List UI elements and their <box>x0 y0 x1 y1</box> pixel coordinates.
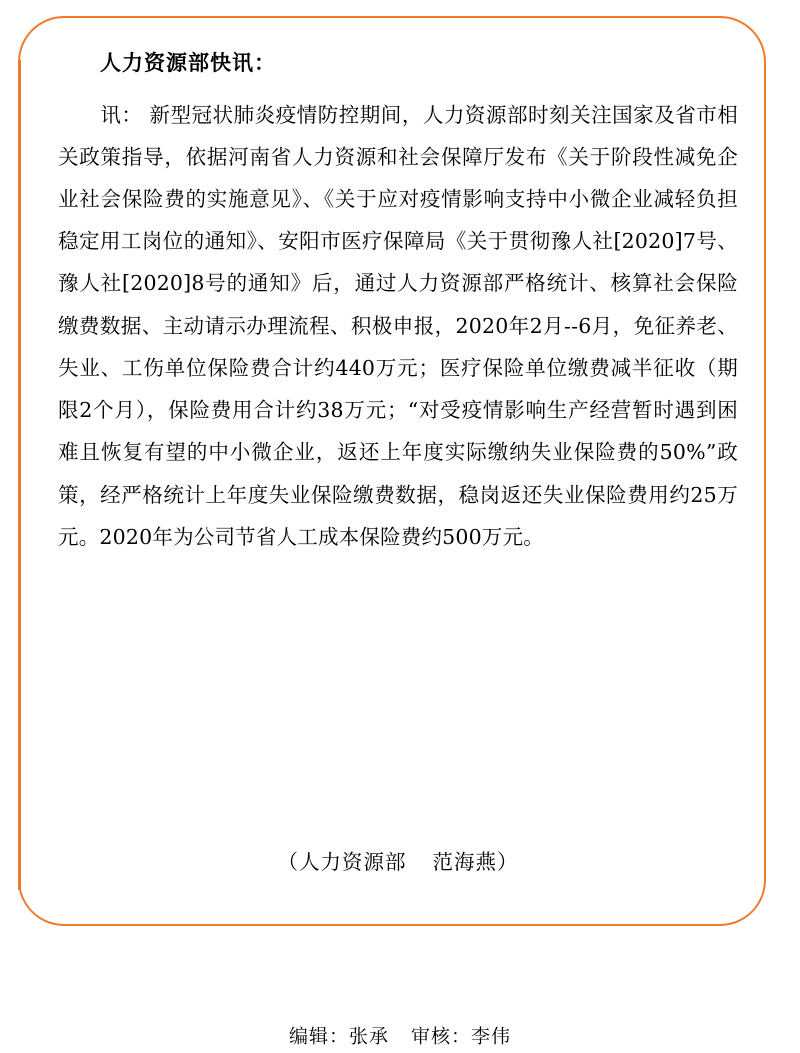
frame-left-edge <box>18 60 21 890</box>
signature-department: （人力资源部 <box>277 850 407 874</box>
page-title: 人力资源部快讯： <box>100 50 276 75</box>
footer-reviewer: 审核：李伟 <box>411 1025 512 1048</box>
page-footer <box>0 1022 800 1049</box>
signature-author: 范海燕） <box>432 850 519 874</box>
signature-line <box>58 845 738 875</box>
footer-editor: 编辑：张承 <box>288 1025 389 1048</box>
document-body <box>58 94 738 558</box>
document-content <box>58 46 738 558</box>
body-text-content: 讯： 新型冠状肺炎疫情防控期间，人力资源部时刻关注国家及省市相关政策指导，依据河南省人力资源和社会保障厅发布《关于阶段性减免企业社会保险费的实施意见》、《关于应对疫情影响支持中小微企业减轻负担稳定用工岗位的通知》、安阳市医疗保障局《关于贯彻豫人社[2020]7号、豫人社[2020]8号的通知》后，通过人力资源部严格统计、核算社会保险缴费数据、主动请示办理流程、积极申报，2020年2月--6月，免征养老、失业、工伤单位保险费合计约440万元；医疗保险单位缴费减半征收（期限2个月），保险费用合计约38万元；“对受疫情影响生产经营暂时遇到困难且恢复有望的中小微企业，返还上年度实际缴纳失业保险费的50%”政策，经严格统计上年度失业保险缴费数据，稳岗返还失业保险费用约25万元。2020年为公司节省人工成本保险费约500万元。 <box>58 102 738 549</box>
